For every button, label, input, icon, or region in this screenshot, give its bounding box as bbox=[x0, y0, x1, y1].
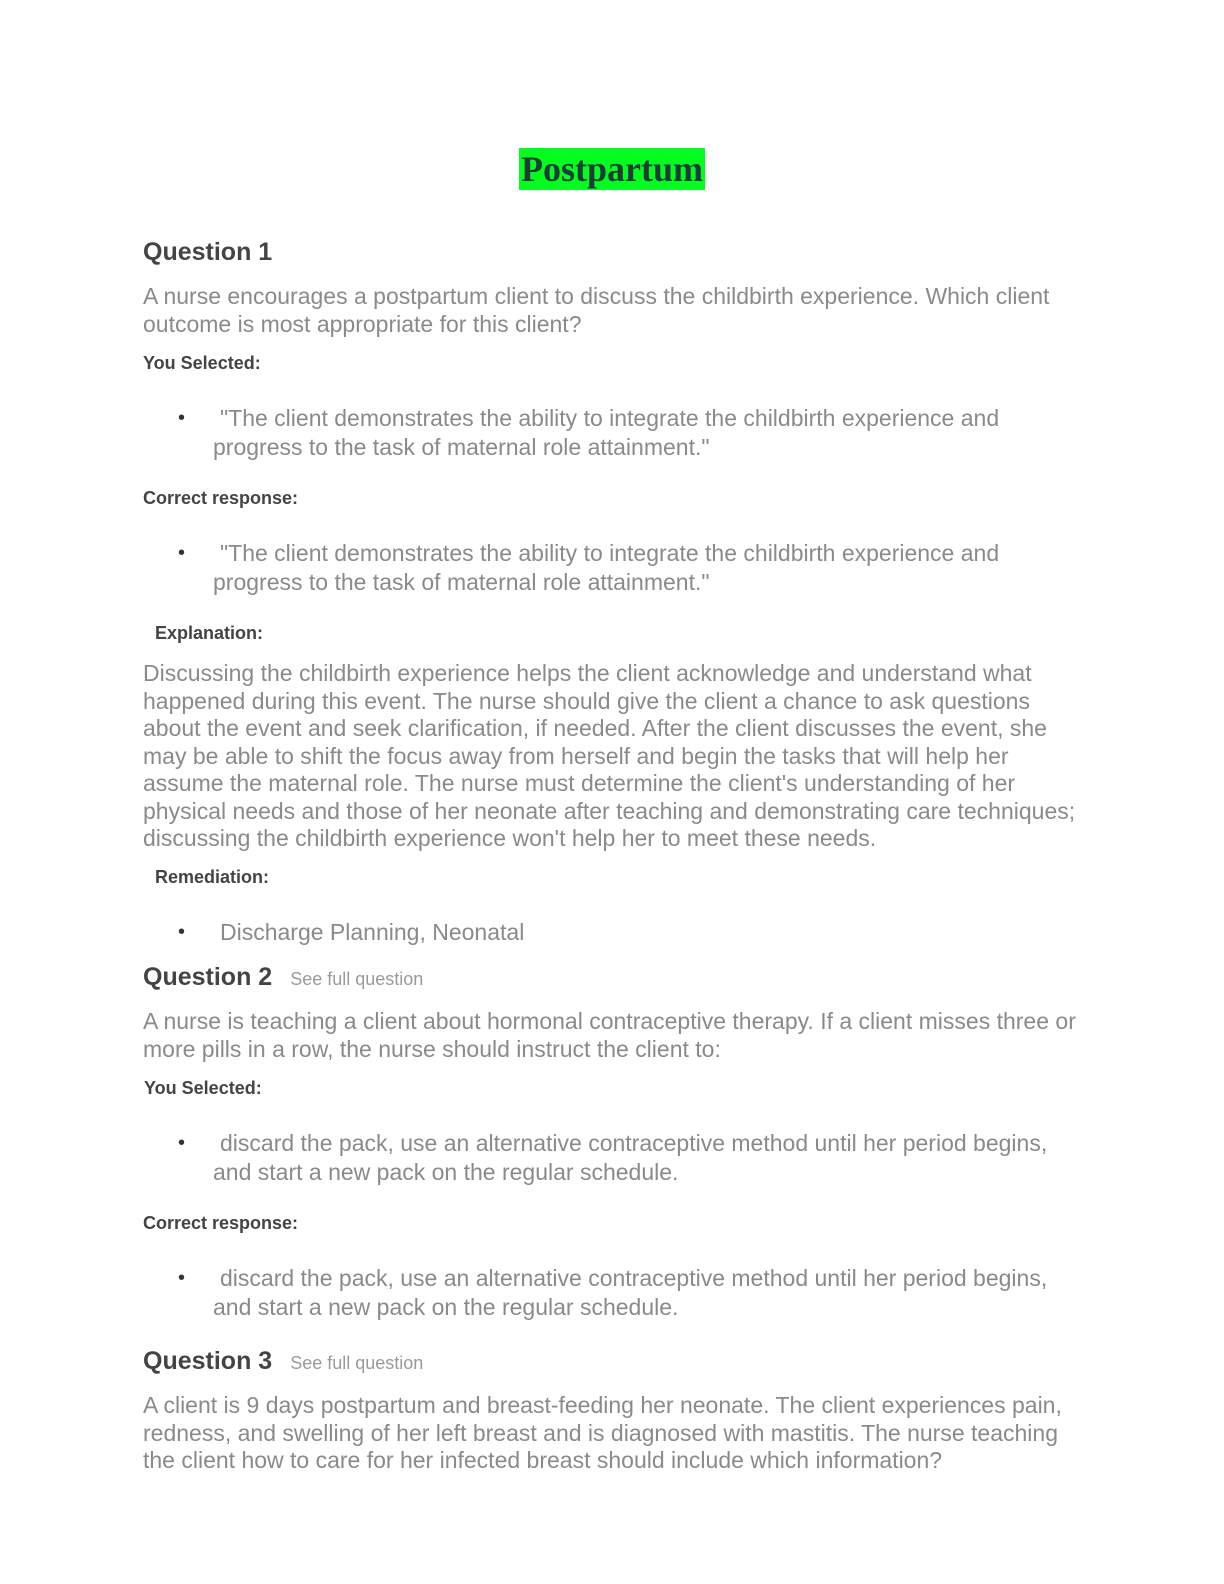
question-2-correct-label: Correct response: bbox=[143, 1213, 299, 1233]
question-1-you-selected-answer: "The client demonstrates the ability to integrate the childbirth experience and progress to the task of maternal role attainment." bbox=[213, 405, 1000, 460]
question-1-remediation-item: Discharge Planning, Neonatal bbox=[220, 919, 525, 945]
question-2-title: Question 2 bbox=[143, 963, 273, 991]
question-2-correct-answer: discard the pack, use an alternative contraceptive method until her period begins, and start a new pack on the regular schedule. bbox=[213, 1265, 1048, 1320]
bullet-icon: • bbox=[178, 407, 186, 429]
question-2-see-full-link[interactable]: See full question bbox=[290, 969, 424, 989]
question-2-prompt: A nurse is teaching a client about hormonal contraceptive therapy. If a client misses three or more pills in a row, the nurse should instruct the client to: bbox=[143, 1008, 1076, 1062]
document-title: Postpartum bbox=[521, 149, 703, 189]
bullet-icon: • bbox=[178, 921, 186, 943]
question-1-title: Question 1 bbox=[143, 238, 273, 266]
question-3-heading bbox=[143, 1346, 423, 1378]
question-3-prompt: A client is 9 days postpartum and breast-feeding her neonate. The client experiences pain, redness, and swelling of her left breast and is diagnosed with mastitis. The nurse teaching the client how to care for her infected breast should include which information? bbox=[143, 1392, 1062, 1473]
title-container bbox=[0, 148, 1224, 190]
question-2-heading bbox=[143, 962, 423, 994]
question-2-you-selected-label: You Selected: bbox=[144, 1078, 262, 1098]
question-1-correct-label: Correct response: bbox=[143, 488, 299, 508]
question-1-explanation-label: Explanation: bbox=[155, 623, 264, 643]
bullet-icon: • bbox=[178, 1132, 186, 1154]
question-1-remediation-label: Remediation: bbox=[155, 867, 270, 887]
question-1-prompt: A nurse encourages a postpartum client to discuss the childbirth experience. Which client outcome is most appropriate for this client? bbox=[143, 283, 1050, 337]
question-1-heading bbox=[143, 237, 272, 267]
question-1-you-selected-label: You Selected: bbox=[143, 353, 261, 373]
question-1-correct-answer: "The client demonstrates the ability to integrate the childbirth experience and progress to the task of maternal role attainment." bbox=[213, 540, 1000, 595]
bullet-icon: • bbox=[178, 1267, 186, 1289]
bullet-icon: • bbox=[178, 542, 186, 564]
question-1-explanation: Discussing the childbirth experience helps the client acknowledge and understand what happened during this event. The nurse should give the client a chance to ask questions about the event and seek clarification, if needed. After the client discusses the event, she may be able to shift the focus away from herself and begin the tasks that will help her assume the maternal role. The nurse must determine the client's understanding of her physical needs and those of her neonate after teaching and demonstrating care techniques; discussing the childbirth experience won't help her to meet these needs. bbox=[143, 660, 1076, 851]
question-3-see-full-link[interactable]: See full question bbox=[290, 1353, 424, 1373]
question-3-title: Question 3 bbox=[143, 1347, 273, 1375]
question-2-you-selected-answer: discard the pack, use an alternative contraceptive method until her period begins, and start a new pack on the regular schedule. bbox=[213, 1130, 1048, 1185]
